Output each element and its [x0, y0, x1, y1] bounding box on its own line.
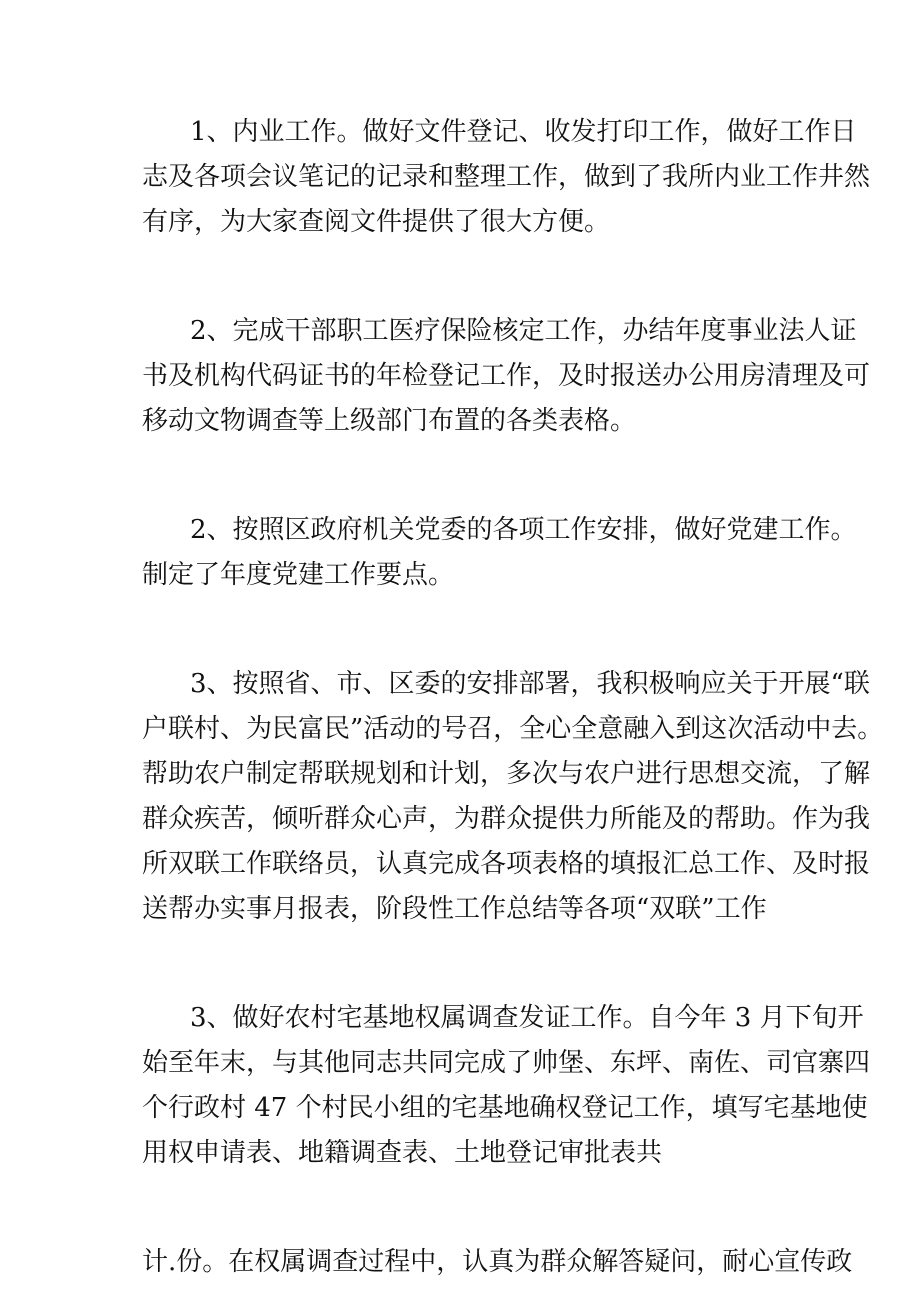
paragraph-6: [0, 1240, 853, 1285]
paragraph-line: 1、内业工作。做好文件登记、收发打印工作，做好工作日: [190, 117, 857, 147]
paragraph-line: 移动文物调查等上级部门布置的各类表格。: [142, 406, 637, 436]
paragraph-line: 3、按照省、市、区委的安排部署，我积极响应关于开展“联: [190, 669, 870, 699]
paragraph-line: 制定了年度党建工作要点。: [142, 560, 455, 590]
paragraph-line: 计.份。在权属调查过程中，认真为群众解答疑问，耐心宣传政: [142, 1247, 853, 1277]
paragraph-line: 始至年末，与其他同志共同完成了帅堡、东坪、南佐、司官寨四: [142, 1048, 871, 1078]
paragraph-line: 有序，为大家查阅文件提供了很大方便。: [142, 207, 611, 237]
paragraph-line: 群众疾苦，倾听群众心声，为群众提供力所能及的帮助。作为我: [142, 804, 871, 834]
paragraph-3: [0, 508, 857, 598]
paragraph-line: 送帮办实事月报表，阶段性工作总结等各项“双联”工作: [142, 894, 767, 924]
paragraph-line: 所双联工作联络员，认真完成各项表格的填报汇总工作、及时报: [142, 849, 871, 879]
paragraph-line: 户联村、为民富民”活动的号召，全心全意融入到这次活动中去。: [142, 714, 884, 744]
paragraph-line: 2、按照区政府机关党委的各项工作安排，做好党建工作。: [190, 515, 857, 545]
paragraph-2: [0, 309, 871, 444]
paragraph-4: [0, 662, 884, 932]
paragraph-line: 书及机构代码证书的年检登记工作，及时报送办公用房清理及可: [142, 361, 871, 391]
paragraph-line: 用权申请表、地籍调查表、土地登记审批表共: [142, 1138, 663, 1168]
paragraph-line: 帮助农户制定帮联规划和计划，多次与农户进行思想交流，了解: [142, 759, 871, 789]
paragraph-line: 个行政村 47 个村民小组的宅基地确权登记工作，填写宅基地使: [142, 1093, 868, 1123]
paragraph-line: 志及各项会议笔记的记录和整理工作，做到了我所内业工作井然: [142, 162, 871, 192]
paragraph-line: 3、做好农村宅基地权属调查发证工作。自今年 3 月下旬开: [190, 1003, 864, 1033]
paragraph-1: [0, 110, 871, 245]
paragraph-line: 2、完成干部职工医疗保险核定工作，办结年度事业法人证: [190, 316, 857, 346]
paragraph-5: [0, 996, 871, 1176]
